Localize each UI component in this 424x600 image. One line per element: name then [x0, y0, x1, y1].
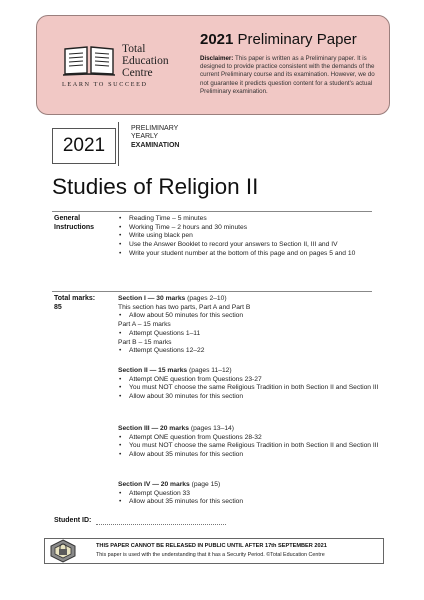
list-item: • You must NOT choose the same Religious Tradition in both Section II and Section III — [118, 442, 380, 451]
subject-title: Studies of Religion II — [52, 174, 259, 199]
general-instructions-list — [118, 215, 380, 259]
section-heading: Section IV — 20 marks (page 15) — [118, 481, 221, 488]
paper-title — [200, 31, 357, 48]
logo-line-1: Total — [122, 43, 146, 55]
list-item: • Use the Answer Booklet to record your answers to Section II, III and IV — [118, 241, 380, 250]
list-item: • You must NOT choose the same Religious Tradition in both Section II and Section III — [118, 384, 380, 393]
list-item: Part B – 15 marks — [118, 338, 172, 346]
student-id-label: Student ID: — [54, 517, 92, 524]
exam-type-line-2: YEARLY — [131, 133, 159, 141]
list-item: • Attempt Questions 12–22 — [118, 347, 380, 356]
total-marks-text: Total marks: — [54, 295, 96, 302]
security-notice: This paper is used with the understanding that it has a Security Period. ©Total Education Centre — [96, 552, 325, 558]
list-item: • Write using black pen — [118, 232, 380, 241]
list-item: • Working Time – 2 hours and 30 minutes — [118, 224, 380, 233]
exam-type-line-3: EXAMINATION — [131, 141, 180, 149]
disclaimer-text: This paper is written as a Preliminary paper. It is designed to provide practice consistent with the demands of the current Preliminary course and its examination. However, we do not guarantee it predicts question content for a student's actual Preliminary examination. — [200, 55, 375, 95]
general-label-line-2: Instructions — [54, 223, 95, 231]
list-item: • Attempt Questions 1–11 — [118, 330, 380, 339]
book-logo-icon — [62, 43, 116, 77]
list-item: • Write your student number at the bottom of this page and on pages 5 and 10 — [118, 250, 380, 259]
paper-name: Preliminary Paper — [237, 31, 357, 48]
logo-tagline: LEARN TO SUCCEED — [62, 81, 148, 88]
list-item: • Allow about 30 minutes for this section — [118, 393, 380, 402]
list-item: This section has two parts, Part A and Part B — [118, 303, 251, 311]
student-id-field[interactable] — [96, 524, 226, 525]
section-3-list — [118, 425, 380, 460]
general-label-line-1: General — [54, 215, 81, 222]
total-marks-label — [54, 295, 95, 312]
list-item: • Attempt ONE question from Questions 23-27 — [118, 376, 380, 385]
section-heading: Section III — 20 marks (pages 13–14) — [118, 425, 234, 432]
section-1-list — [118, 295, 380, 356]
logo-line-2: Education — [122, 55, 169, 67]
disclaimer — [200, 55, 380, 96]
security-badge-icon — [49, 539, 77, 563]
year-divider — [118, 122, 119, 166]
list-item: • Allow about 35 minutes for this section — [118, 451, 380, 460]
logo-line-3: Centre — [122, 67, 153, 79]
list-item: • Reading Time – 5 minutes — [118, 215, 380, 224]
security-footer — [44, 538, 384, 564]
list-item: • Allow about 50 minutes for this section — [118, 312, 380, 321]
list-item: • Attempt Question 33 — [118, 490, 380, 499]
general-instructions-label — [54, 215, 94, 232]
list-item: Part A – 15 marks — [118, 321, 171, 329]
release-notice: THIS PAPER CANNOT BE RELEASED IN PUBLIC UNTIL AFTER 17th SEPTEMBER 2021 — [96, 543, 327, 549]
list-item: • Allow about 35 minutes for this section — [118, 498, 380, 507]
exam-year-box: 2021 — [52, 128, 116, 164]
total-marks-value: 85 — [54, 303, 62, 311]
section-2-list — [118, 367, 380, 402]
exam-type — [131, 125, 179, 150]
section-heading: Section II — 15 marks (pages 11–12) — [118, 367, 232, 374]
disclaimer-label: Disclaimer: — [200, 55, 234, 62]
exam-type-line-1: PRELIMINARY — [131, 125, 179, 132]
list-item: • Attempt ONE question from Questions 28-32 — [118, 434, 380, 443]
divider-rule — [52, 291, 372, 292]
section-heading: Section I — 30 marks (pages 2–10) — [118, 295, 227, 302]
logo-name — [122, 43, 169, 79]
divider-rule — [52, 211, 372, 212]
section-4-list — [118, 481, 380, 507]
paper-year: 2021 — [200, 31, 234, 48]
